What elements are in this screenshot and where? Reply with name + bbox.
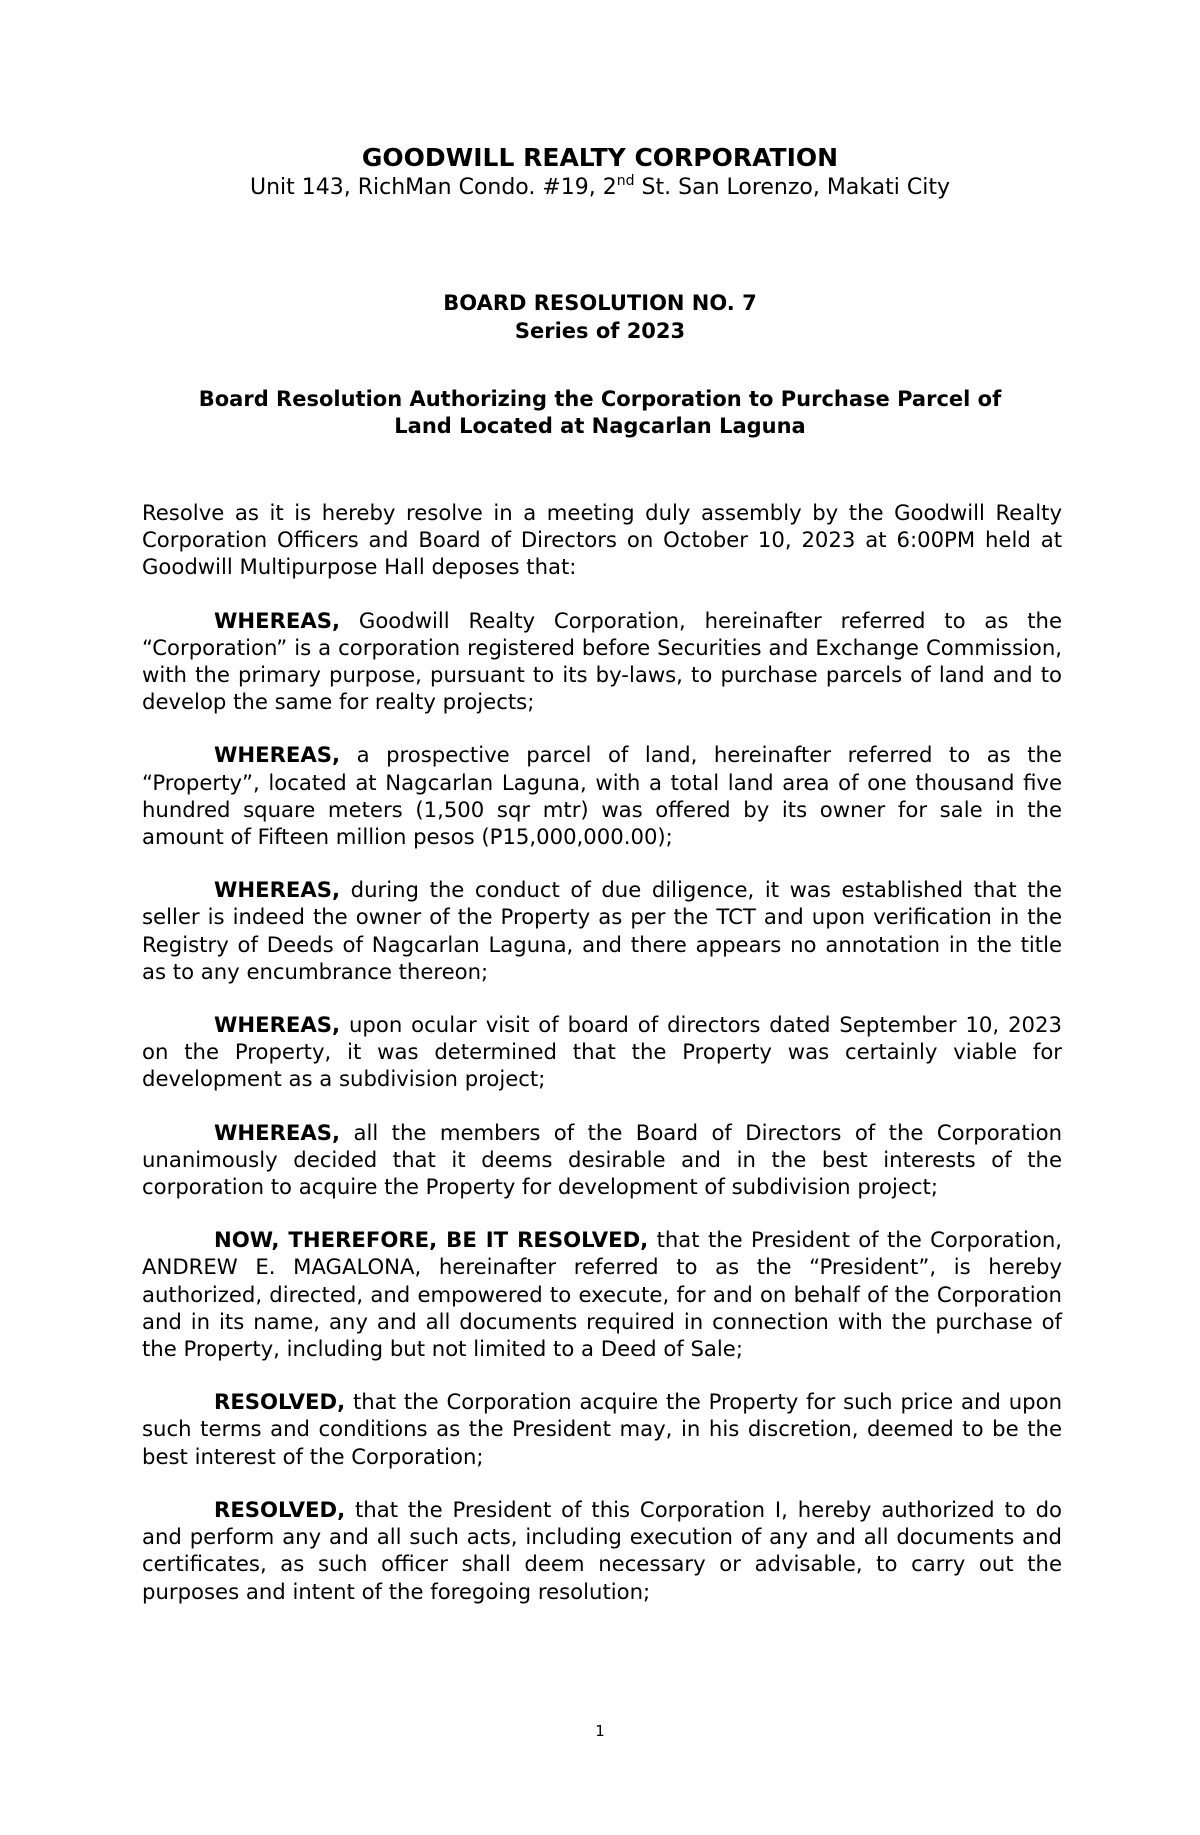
address-part1: Unit 143, RichMan Condo. #19, 2 bbox=[249, 175, 617, 200]
clause-paragraph bbox=[142, 1496, 1062, 1605]
company-address bbox=[0, 174, 1200, 202]
clause-text: that the Corporation acquire the Property for such price and upon such terms and conditions as the President may, in his discretion, deemed to be the best interest of the Corporation; bbox=[142, 1389, 1062, 1469]
clause-paragraph bbox=[142, 1226, 1062, 1362]
clause-text: during the conduct of due diligence, it was established that the seller is indeed the owner of the Property as per the TCT and upon verification in the Registry of Deeds of Nagcarlan Laguna, and there appears no annotation in the title as to any encumbrance thereon; bbox=[142, 877, 1062, 984]
resolution-number: BOARD RESOLUTION NO. 7 bbox=[443, 291, 757, 315]
address-part2: St. San Lorenzo, Makati City bbox=[634, 175, 951, 200]
clause-text: Goodwill Realty Corporation, hereinafter referred to as the “Corporation” is a corporation registered before Securities and Exchange Commission, with the primary purpose, pursuant to its by-laws, to purchase parcels of land and to develop the same for realty projects; bbox=[142, 607, 1062, 715]
company-name: GOODWILL REALTY CORPORATION bbox=[361, 143, 839, 172]
clause-text: a prospective parcel of land, hereinafter referred to as the “Property”, located at Nagcarlan Laguna, with a total land area of one thousand five hundred square meters (1,500 sqr mtr) was offered by its owner for sale in the amount of Fifteen million pesos (P15,000,000.00); bbox=[142, 742, 1062, 850]
clause-paragraph bbox=[142, 1388, 1062, 1470]
clause-keyword: WHEREAS, bbox=[214, 1119, 341, 1145]
intro-paragraph: Resolve as it is hereby resolve in a meeting duly assembly by the Goodwill Realty Corporation Officers and Board of Directors on October 10, 2023 at 6:00PM held at Goodwill Multipurpose Hall deposes that: bbox=[142, 500, 1062, 580]
clause-keyword: RESOLVED, bbox=[214, 1496, 346, 1522]
resolution-body bbox=[142, 499, 1062, 1631]
address-superscript: nd bbox=[616, 173, 635, 189]
clause-paragraph bbox=[142, 741, 1062, 850]
resolution-series: Series of 2023 bbox=[514, 319, 686, 343]
resolution-subject-line2: Land Located at Nagcarlan Laguna bbox=[394, 414, 806, 438]
clause-text: that the President of the Corporation, ANDREW E. MAGALONA, hereinafter referred to as the “President”, is hereby authorized, directed, and empowered to execute, for and on behalf of the Corporation and in its name, any and all documents required in connection with the purchase of the Property, including but not limited to a Deed of Sale; bbox=[142, 1227, 1062, 1362]
clause-paragraph bbox=[142, 1011, 1062, 1093]
clause-keyword: WHEREAS, bbox=[214, 1012, 341, 1038]
clause-paragraph bbox=[142, 607, 1062, 716]
clause-keyword: RESOLVED, bbox=[214, 1389, 346, 1415]
resolution-subject-line1: Board Resolution Authorizing the Corporation to Purchase Parcel of bbox=[198, 387, 1002, 411]
clause-keyword: WHEREAS, bbox=[214, 742, 341, 768]
clause-text: that the President of this Corporation I, hereby authorized to do and perform any and all such acts, including execution of any and all documents and certificates, as such officer shall deem necessary or advisable, to carry out the purposes and intent of the foregoing resolution; bbox=[142, 1496, 1062, 1604]
resolution-subject bbox=[0, 386, 1200, 440]
clause-keyword: NOW, THEREFORE, BE IT RESOLVED, bbox=[214, 1227, 649, 1253]
clause-keyword: WHEREAS, bbox=[214, 607, 341, 633]
clause-paragraph bbox=[142, 1119, 1062, 1201]
clause-text: upon ocular visit of board of directors dated September 10, 2023 on the Property, it was determined that the Property was certainly viable for development as a subdivision project; bbox=[142, 1012, 1062, 1092]
clause-paragraph bbox=[142, 876, 1062, 985]
clause-keyword: WHEREAS, bbox=[214, 877, 341, 903]
clause-text: all the members of the Board of Directors of the Corporation unanimously decided that it deems desirable and in the best interests of the corporation to acquire the Property for development of subdivision project; bbox=[142, 1119, 1062, 1200]
page-number: 1 bbox=[595, 1722, 605, 1740]
